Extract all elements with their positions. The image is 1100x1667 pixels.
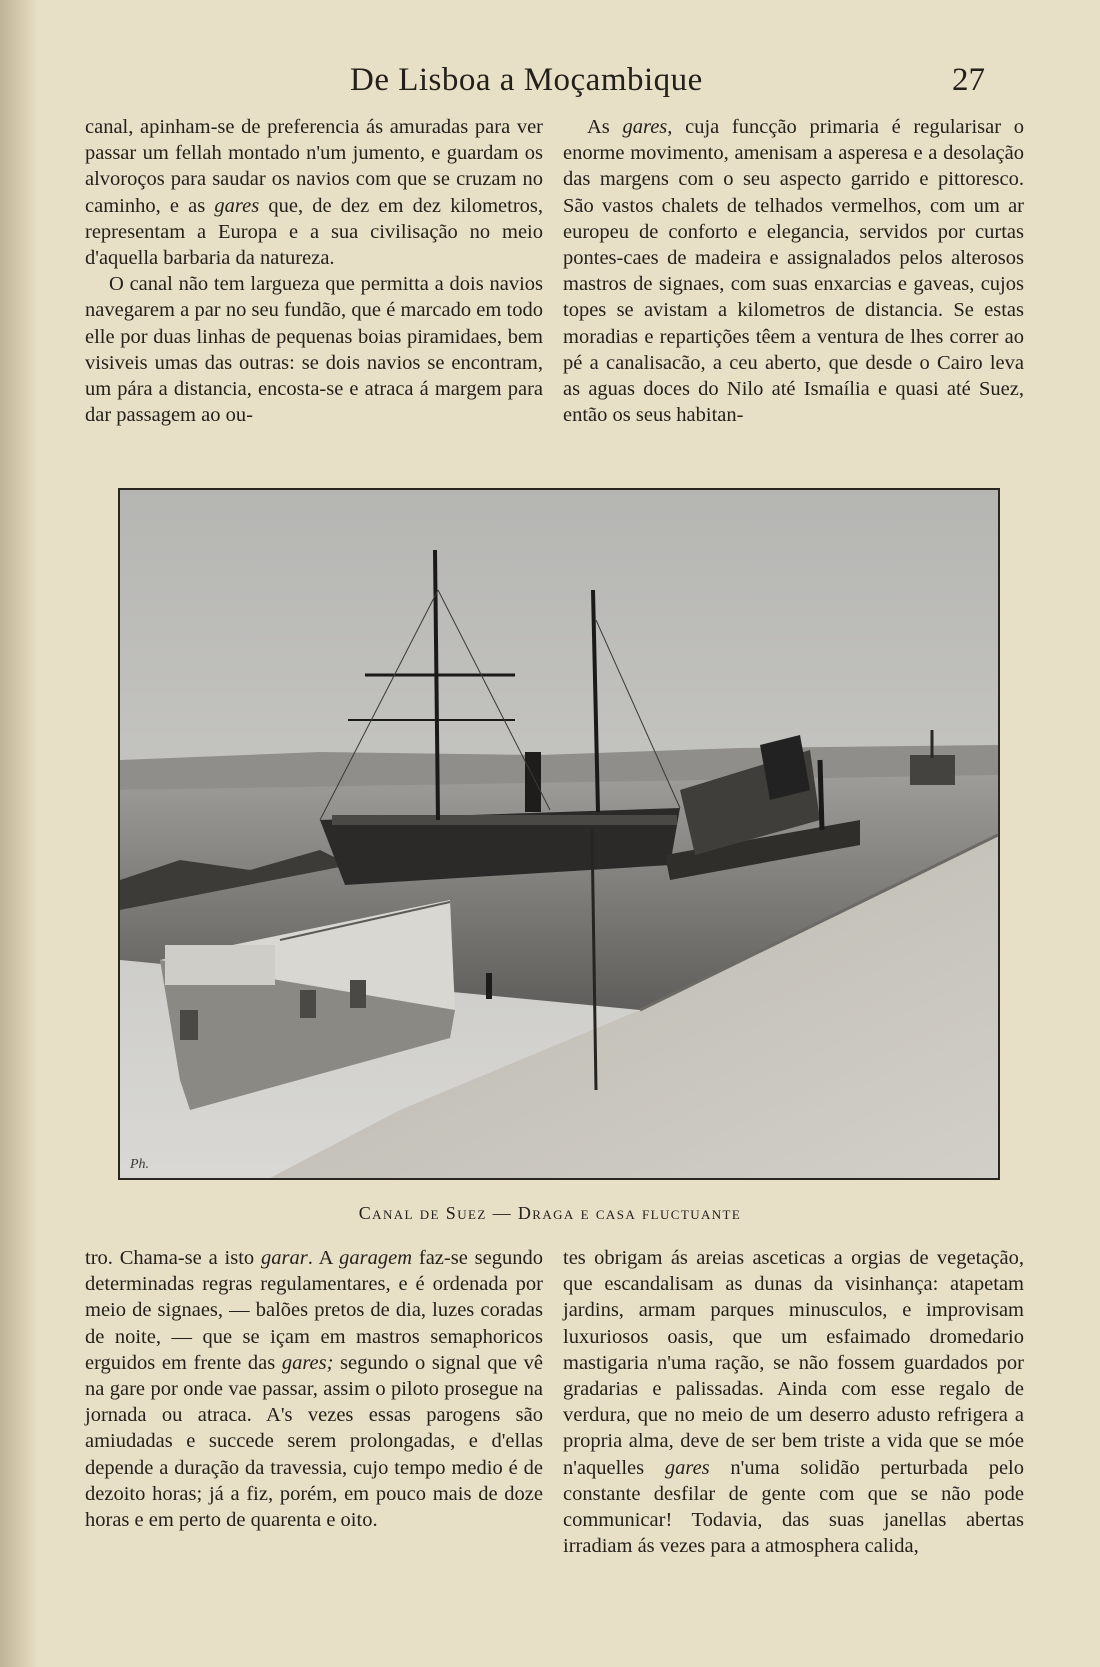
text-run: As [587,116,623,138]
text-run: . A [307,1247,340,1269]
text-run: O canal não tem largueza que permitta a dois navios navegarem a par no seu fundão, que é marcado em todo elle por duas linhas de pequenas boias piramidaes, bem visiveis umas das outras: se dois navios se encontram, um pára a distancia, encosta-se e atraca á margem para dar passagem ao ou- [85,273,543,427]
italic-term: garagem [339,1247,413,1269]
page-number: 27 [952,62,985,98]
paragraph [85,1245,543,1533]
italic-term: gares [214,194,260,217]
photographer-signature: Ph. [130,1157,150,1172]
text-run: que, de dez em dez kilometros, representam a Europa e a sua civilisação no meio d'aquella barbaria da natureza. [85,194,544,270]
text-run: n'uma solidão perturbada pelo constante desfilar de gente com que se não pode communicar! Todavia, das suas janellas abertas irradiam ás vezes para a atmosphera calida, [563,1456,1025,1558]
paragraph [85,114,543,271]
italic-term: gares [622,116,668,138]
photo-illustration [120,490,998,1178]
italic-term: garar [261,1247,308,1269]
paragraph [563,1245,1024,1559]
photograph-canal-de-suez [118,488,1000,1180]
text-run: , cuja funcção primaria é regularisar o enorme movimento, amenisam a asperesa e a desolação das margens com o seu aspecto garrido e pittoresco. São vastos chalets de telhados vermelhos, com um ar europeu de conforto e elegancia, servidos por curtas pontes-caes de madeira e assignalados pelos alterosos mastros de signaes, com suas enxarcias e gaveas, cujos topes se avistam a kilometros de distancia. Se estas moradias e repartições têem a ventura de lhes correr ao pé a canalisacão, a ceu aberto, que desde o Cairo leva as aguas doces do Nilo até Ismaília e quasi até Suez, então os seus habitan- [563,116,1024,427]
text-run: faz-se segundo determinadas regras regulamentares, e é ordenada por meio de signaes, — balões pretos de dia, luzes coradas de noite, — que se içam em mastros semaphoricos erguidos em frente das [85,1247,543,1374]
italic-term: gares [664,1456,710,1479]
text-run: canal, apinham-se de preferencia ás amuradas para ver passar um fellah montado n'um jumento, e guardam os alvoroços para saudar os navios com que se cruzam no caminho, e as [85,116,543,217]
column-bottom-left [85,1245,543,1533]
text-run: tes obrigam ás areias asceticas a orgias de vegetação, que escandalisam as dunas da visinhança: atapetam jardins, armam parques minusculos, e improvisam luxuriosos oasis, que um esfaimado dromedario mastigaria n'uma ração, se não fossem guardados por gradarias e palissadas. Ainda com esse regalo de verdura, que no meio de um deserro adusto refrigera a propria alma, deve de ser bem triste a vida que se móe n'aquelles [563,1247,1024,1479]
column-bottom-right [563,1245,1024,1559]
paragraph [563,114,1024,428]
column-top-left [85,114,543,428]
column-top-right [563,114,1024,428]
paragraph [85,271,543,428]
text-run: tro. Chama-se a isto [85,1247,262,1269]
figure-caption: Canal de Suez — Draga e casa fluctuante [358,1203,742,1223]
italic-term: gares; [281,1351,334,1374]
page-binding-shadow [0,0,38,1667]
text-run: segundo o signal que vê na gare por onde vae passar, assim o piloto prosegue na jornada ou atraca. A's vezes essas parogens são amiudadas e succede serem prolongadas, e d'ellas depende a duração da travessia, cujo tempo medio é de dezoito horas; já a fiz, porém, em pouco mais de doze horas e em perto de quarenta e oito. [85,1351,543,1532]
running-head [0,62,1100,112]
page-title: De Lisboa a Moçambique [350,62,703,98]
